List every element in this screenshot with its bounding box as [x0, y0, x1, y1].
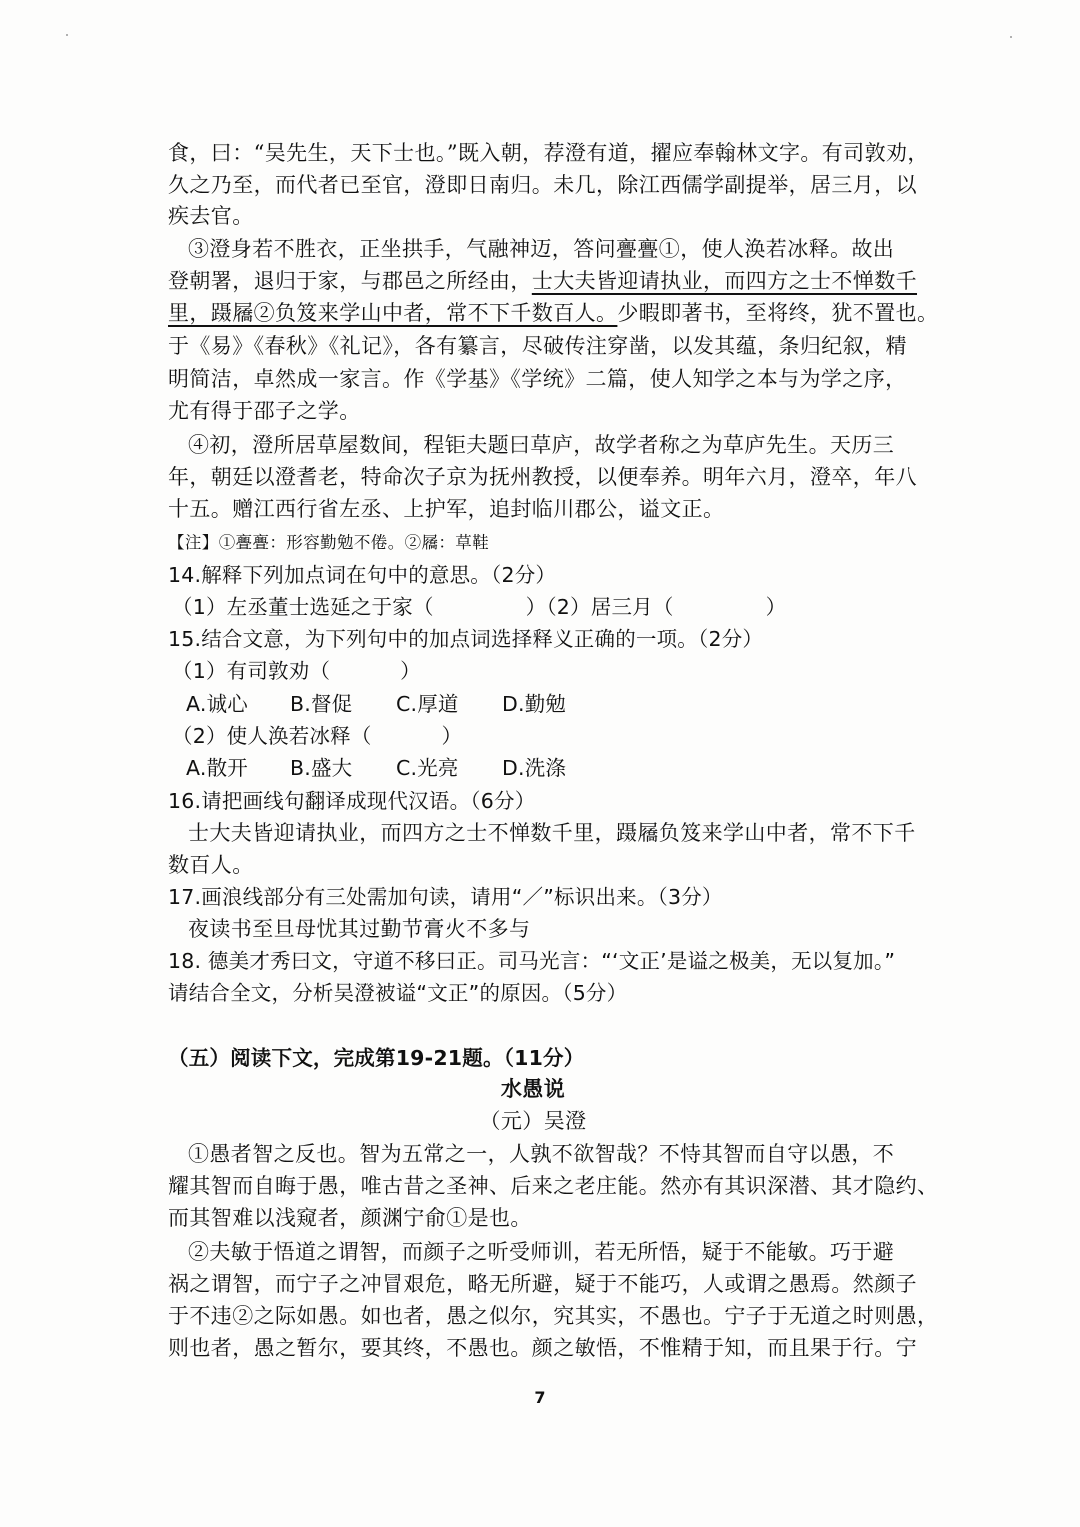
passage-line: 食，曰：“吴先生，天下士也。”既入朝，荐澄有道，擢应奉翰林文字。有司敦劝，	[168, 141, 929, 165]
plain-text: 登朝署，退归于家，与郡邑之所经由，	[168, 269, 532, 293]
q16-text: 数百人。	[168, 853, 254, 877]
option[interactable]: B.督促	[290, 692, 353, 716]
passage-line: 十五。赠江西行省左丞、上护军，追封临川郡公，谥文正。	[168, 497, 725, 521]
footnote: 【注】①亹亹：形容勤勉不倦。②屩：草鞋	[168, 533, 490, 552]
plain-text: 少暇即著书，至将终，犹不置也。	[617, 301, 939, 325]
passage-line: 耀其智而自晦于愚，唯古昔之圣神、后来之老庄能。然亦有其识深潜、其才隐约、	[168, 1174, 939, 1198]
q14-item-1: （1）左丞董士选延之于家（	[172, 595, 434, 619]
page-number: 7	[534, 1388, 546, 1407]
passage-line: ①愚者智之反也。智为五常之一，人孰不欲智哉？不恃其智而自守以愚，不	[188, 1142, 895, 1166]
q15-item-2: （2）使人涣若冰释（	[172, 724, 372, 748]
passage-line: 于《易》《春秋》《礼记》，各有纂言，尽破传注穿凿，以发其蕴，条归纪叙，精	[168, 334, 907, 358]
bracket: ）	[441, 724, 463, 748]
q15-item-1: （1）有司敦劝（	[172, 659, 331, 683]
option[interactable]: C.光亮	[396, 756, 459, 780]
article-title: 水愚说	[500, 1076, 566, 1101]
option[interactable]: D.勤勉	[502, 692, 567, 716]
option[interactable]: D.洗涤	[502, 756, 567, 780]
question-16: 16.请把画线句翻译成现代汉语。（6分）	[168, 789, 536, 813]
option[interactable]: B.盛大	[290, 756, 353, 780]
bracket: ）	[765, 595, 787, 619]
q16-text: 士大夫皆迎请执业，而四方之士不惮数千里，蹑屩负笈来学山中者，常不下千	[188, 821, 916, 845]
q15-2-options	[186, 753, 916, 783]
question-14: 14.解释下列加点词在句中的意思。（2分）	[168, 563, 557, 587]
question-15: 15.结合文意，为下列句中的加点词选择释义正确的一项。（2分）	[168, 627, 764, 651]
option[interactable]: C.厚道	[396, 692, 459, 716]
question-15-1	[172, 656, 902, 686]
section-header: （五）阅读下文，完成第19-21题。（11分）	[168, 1046, 585, 1070]
scan-speck	[1010, 36, 1012, 38]
passage-line: ③澄身若不胜衣，正坐拱手，气融神迈，答问亹亹①，使人涣若冰释。故出	[188, 237, 895, 261]
passage-line: 年，朝廷以澄耆老，特命次子京为抚州教授，以便奉养。明年六月，澄卒，年八	[168, 465, 917, 489]
article-author: （元）吴澄	[479, 1109, 587, 1133]
question-17: 17.画浪线部分有三处需加句读，请用“／”标识出来。（3分）	[168, 885, 723, 909]
passage-line: 而其智难以浅窥者，颜渊宁俞①是也。	[168, 1206, 532, 1230]
scan-speck	[66, 34, 68, 36]
option[interactable]: A.诚心	[186, 692, 248, 716]
underlined-sentence: 士大夫皆迎请执业，而四方之士不惮数千	[531, 269, 918, 293]
passage-line: 祸之谓智，而宁子之冲冒艰危，略无所避，疑于不能巧，人或谓之愚焉。然颜子	[168, 1272, 917, 1296]
question-18: 18. 德美才秀曰文，守道不移曰正。司马光言：“‘文正’是谥之极美，无以复加。”	[168, 949, 896, 973]
passage-line: 久之乃至，而代者已至官，澄即日南归。未几，除江西儒学副提举，居三月，以	[168, 173, 917, 197]
passage-line: 尤有得于邵子之学。	[168, 399, 361, 423]
passage-line	[168, 298, 939, 328]
underlined-sentence: 里，蹑屩②负笈来学山中者，常不下千数百人。	[168, 301, 618, 325]
passage-line: ②夫敏于悟道之谓智，而颜子之听受师训，若无所悟，疑于不能敏。巧于避	[188, 1240, 895, 1264]
q15-1-options	[186, 689, 916, 719]
question-14-items	[172, 592, 902, 622]
q14-item-2: ）（2）居三月（	[525, 595, 674, 619]
passage-line: 明简洁，卓然成一家言。作《学基》《学统》二篇，使人知学之本与为学之序，	[168, 367, 907, 391]
question-18: 请结合全文，分析吴澄被谥“文正”的原因。（5分）	[168, 981, 628, 1005]
question-15-2	[172, 721, 902, 751]
passage-line: 则也者，愚之暂尔，要其终，不愚也。颜之敏悟，不惟精于知，而且果于行。宁	[168, 1336, 917, 1360]
passage-line: ④初，澄所居草屋数间，程钜夫题曰草庐，故学者称之为草庐先生。天历三	[188, 433, 895, 457]
passage-line: 疾去官。	[168, 204, 254, 228]
bracket: ）	[400, 659, 421, 683]
option[interactable]: A.散开	[186, 756, 248, 780]
q17-text: 夜读书至旦母忧其过勤节膏火不多与	[188, 917, 531, 941]
passage-line	[168, 266, 918, 296]
passage-line: 于不违②之际如愚。如也者，愚之似尔，究其实，不愚也。宁子于无道之时则愚，	[168, 1304, 939, 1328]
